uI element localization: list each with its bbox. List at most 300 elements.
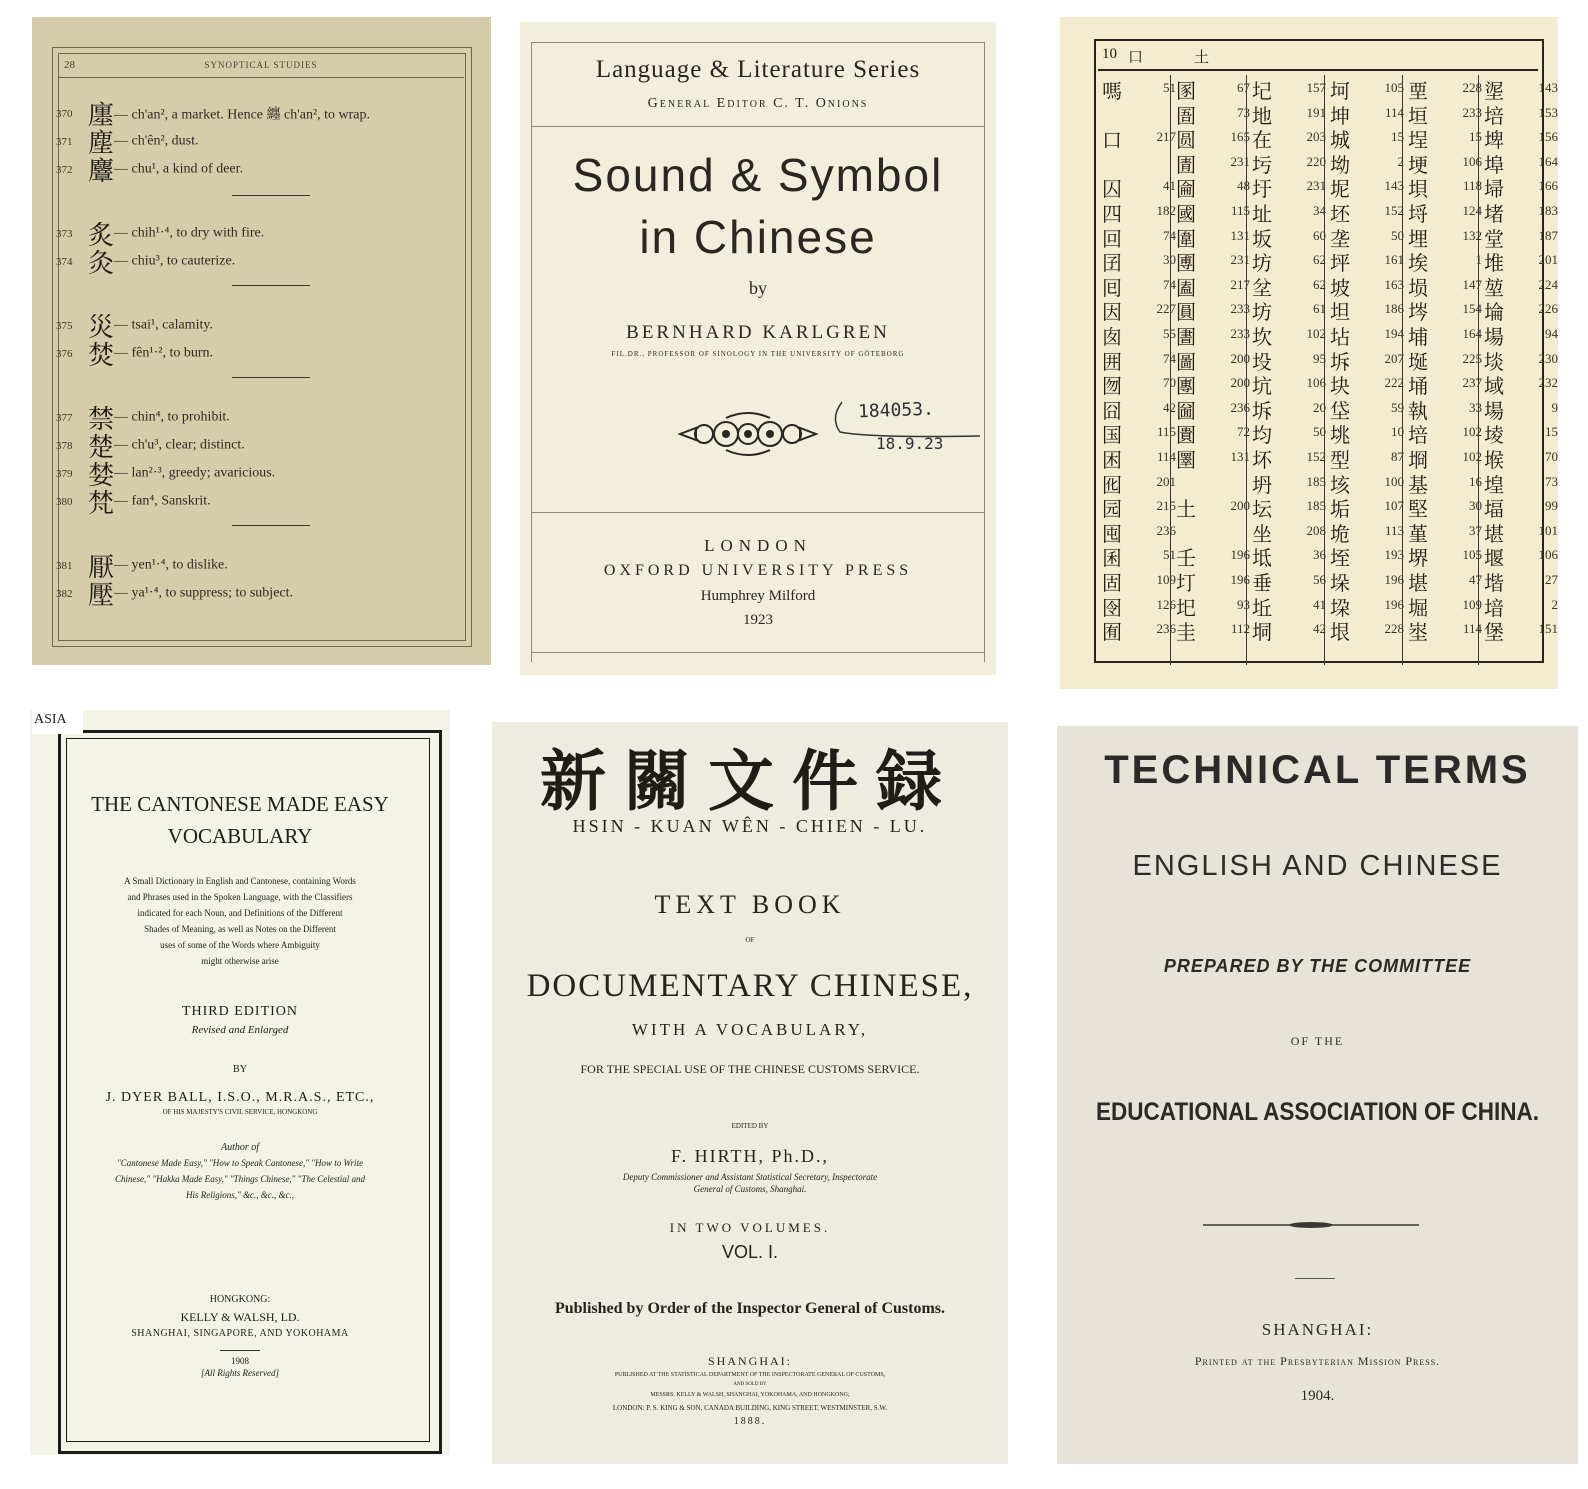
entry-370 [56, 95, 371, 131]
index-page-ref: 16 [1469, 473, 1482, 489]
index-character: 囘 [1102, 275, 1122, 300]
index-character: 回 [1102, 226, 1122, 251]
index-page-ref: 236 [1156, 621, 1176, 637]
index-character: 坻 [1252, 546, 1272, 571]
place: SHANGHAI: [1261, 1320, 1374, 1339]
index-page-ref: 232 [1538, 375, 1558, 391]
entry-character: 禁 [88, 405, 115, 435]
rule-2 [531, 126, 985, 127]
index-character: 堇 [1408, 521, 1428, 546]
index-page-ref: 109 [1462, 596, 1482, 612]
index-page-ref: 37 [1469, 522, 1482, 538]
index-entry [1328, 346, 1406, 374]
index-entry [1250, 223, 1328, 251]
index-page-ref: 154 [1462, 301, 1482, 317]
index-page-ref: 95 [1313, 350, 1326, 366]
index-entry [1482, 173, 1558, 202]
published-by-order: Published by Order of the Inspector General of Customs. [554, 1300, 946, 1317]
index-entry [1250, 75, 1328, 103]
index-character: 埒 [1408, 202, 1428, 226]
index-page-ref: 99 [1545, 498, 1558, 514]
index-character: 垣 [1408, 103, 1428, 128]
index-entry [1406, 100, 1484, 128]
index-entry [1250, 493, 1328, 522]
index-entry [1406, 223, 1484, 251]
documentary-chinese-title-page [492, 722, 1008, 1464]
index-character: 培 [1484, 103, 1504, 128]
index-character: 埃 [1408, 251, 1428, 276]
index-entry [1482, 616, 1558, 645]
index-character: 壬 [1176, 546, 1196, 571]
index-character: 坐 [1252, 521, 1272, 546]
index-page-number: 10 [1102, 46, 1117, 62]
index-entry [1100, 518, 1178, 546]
index-entry [1174, 124, 1252, 153]
index-entry [1250, 395, 1328, 423]
index-entry [1174, 346, 1252, 374]
year: 1923 [743, 612, 773, 628]
index-character: 坂 [1252, 226, 1272, 251]
index-character: 坦 [1330, 300, 1350, 325]
column-divider [1478, 75, 1479, 665]
short-rule [220, 1350, 260, 1351]
index-page-ref: 101 [1538, 522, 1558, 538]
index-entry [1406, 419, 1484, 448]
entry-gloss: — ch'u³, clear; distinct. [114, 437, 245, 453]
index-character: 埮 [1484, 349, 1504, 374]
place: HONGKONG: [209, 1294, 271, 1305]
index-page-ref: 165 [1230, 129, 1250, 145]
index-entry [1250, 567, 1328, 595]
entry-character: 婪 [88, 461, 115, 491]
index-entry [1100, 419, 1178, 448]
short-rule [1295, 1278, 1335, 1279]
description-line: and Phrases used in the Spoken Language, with the Classifiers [127, 892, 353, 902]
index-page-ref: 233 [1230, 326, 1250, 341]
entry-382 [56, 575, 294, 611]
edition: THIRD EDITION [181, 1004, 299, 1019]
index-page-ref: 236 [1156, 522, 1176, 538]
index-character: 圄 [1176, 103, 1196, 128]
index-character: 垓 [1330, 472, 1350, 497]
index-page-ref: 30 [1163, 252, 1176, 268]
index-character: 坏 [1252, 448, 1272, 472]
index-character: 坫 [1330, 325, 1350, 349]
index-page-ref: 233 [1230, 301, 1250, 317]
index-entry [1174, 272, 1252, 300]
index-page-ref: 185 [1306, 473, 1326, 489]
imprint-line1: PUBLISHED AT THE STATISTICAL DEPARTMENT OF THE INSPECTORATE GENERAL OF CUSTOMS, [614, 1372, 886, 1378]
index-character: 埂 [1408, 152, 1428, 177]
entry-character: 焚 [88, 341, 115, 371]
karlgren-title-page [520, 22, 996, 675]
index-character: 埊 [1408, 620, 1428, 645]
index-character: 坛 [1252, 497, 1272, 522]
imprint-line4: LONDON: P. S. KING & SON, CANADA BUILDING, KING STREET, WESTMINSTER, S.W. [612, 1404, 888, 1412]
entry-character: 厭 [88, 553, 115, 583]
index-entry [1482, 419, 1558, 448]
index-character: 圯 [1176, 595, 1196, 620]
index-page-ref: 42 [1313, 621, 1326, 637]
index-entry [1406, 395, 1484, 423]
index-page-ref: 60 [1313, 227, 1326, 243]
index-page-ref: 194 [1384, 326, 1404, 341]
index-page-ref: 224 [1538, 276, 1558, 292]
entry-377 [56, 399, 230, 435]
index-entry [1406, 272, 1484, 300]
index-character: 堛 [1484, 497, 1504, 522]
index-page-ref: 27 [1545, 572, 1558, 587]
index-page-ref: 164 [1538, 153, 1558, 169]
index-character: 堵 [1484, 202, 1504, 226]
index-character: 囿 [1102, 620, 1122, 645]
publisher: OXFORD UNIVERSITY PRESS [603, 562, 913, 579]
index-entry [1174, 75, 1252, 103]
index-entry [1100, 173, 1178, 202]
index-page-ref: 208 [1306, 522, 1326, 538]
index-character: 四 [1102, 202, 1122, 226]
index-entry [1174, 518, 1252, 542]
index-page-ref: 152 [1306, 449, 1326, 464]
index-entry [1406, 592, 1484, 620]
index-page-ref: 114 [1156, 449, 1176, 464]
index-character: 垗 [1330, 423, 1350, 448]
index-entry [1328, 223, 1406, 251]
index-entry [1174, 592, 1252, 620]
index-entry [1250, 173, 1328, 202]
index-character: 域 [1484, 374, 1504, 399]
index-entry [1482, 469, 1558, 497]
index-character: 垝 [1330, 521, 1350, 546]
index-character: 場 [1484, 325, 1504, 349]
index-entry [1100, 75, 1178, 103]
general-editor: General Editor C. T. Onions [647, 96, 869, 111]
description-line: A Small Dictionary in English and Cantonese, containing Words [124, 876, 356, 886]
index-character: 團 [1176, 374, 1196, 399]
index-entry [1406, 75, 1484, 103]
index-character: 圊 [1176, 152, 1196, 177]
index-character: 堪 [1408, 571, 1428, 595]
index-character: 堠 [1484, 448, 1504, 472]
index-character: 埁 [1408, 300, 1428, 325]
romanization: HSIN - KUAN WÊN - CHIEN - LU. [572, 816, 928, 836]
index-page-ref: 187 [1538, 227, 1558, 243]
year: 1904. [1300, 1388, 1335, 1404]
index-page-ref: 106 [1462, 153, 1482, 169]
index-entry [1482, 592, 1558, 620]
entry-character: 塵 [88, 129, 115, 159]
special-use: FOR THE SPECIAL USE OF THE CHINESE CUSTOMS SERVICE. [580, 1062, 920, 1076]
index-character: 囱 [1102, 325, 1122, 349]
title-line1: THE CANTONESE MADE EASY [91, 792, 389, 816]
index-entry [1250, 296, 1328, 325]
entry-character: 炙 [88, 221, 115, 251]
index-page-ref: 207 [1384, 350, 1404, 366]
index-page-ref: 93 [1237, 596, 1250, 612]
index-page-ref: 51 [1163, 547, 1176, 563]
index-entry [1406, 173, 1484, 202]
index-character: 圢 [1176, 571, 1196, 595]
index-page-ref: 225 [1462, 350, 1482, 366]
index-entry [1250, 616, 1328, 645]
entry-number: 372 [56, 164, 73, 177]
index-character: 圔 [1176, 275, 1196, 300]
index-entry [1250, 444, 1328, 472]
index-entry [1250, 100, 1328, 128]
editor: F. HIRTH, Ph.D., [671, 1146, 829, 1166]
entry-gloss: — fan⁴, Sanskrit. [114, 493, 211, 509]
index-character: 垈 [1330, 398, 1350, 423]
index-page-ref: 152 [1384, 203, 1404, 218]
group-separator [232, 195, 310, 196]
index-page-ref: 106 [1538, 547, 1558, 563]
index-character: 基 [1408, 472, 1428, 497]
index-column [1174, 75, 1252, 665]
index-character: 圬 [1252, 152, 1272, 177]
index-page-ref: 73 [1237, 104, 1250, 120]
index-character: 坄 [1252, 349, 1272, 374]
index-entry [1100, 247, 1178, 276]
index-page-ref: 107 [1384, 498, 1404, 514]
index-entry [1328, 518, 1406, 546]
index-page-ref: 20 [1313, 399, 1326, 415]
index-page-ref: 61 [1313, 301, 1326, 317]
index-entry [1174, 296, 1252, 325]
index-page-ref: 115 [1230, 203, 1250, 218]
index-entry [1174, 567, 1252, 595]
index-entry [1250, 321, 1328, 349]
index-entry [1250, 469, 1328, 497]
index-entry [1250, 542, 1328, 571]
index-page-ref: 105 [1384, 80, 1404, 95]
index-entry [1328, 419, 1406, 448]
of-the: OF THE [1290, 1034, 1345, 1048]
index-character: 堰 [1484, 546, 1504, 571]
index-page-ref: 41 [1163, 178, 1176, 194]
index-entry [1406, 567, 1484, 595]
index-page-ref: 215 [1156, 498, 1176, 514]
place: LONDON [704, 536, 812, 555]
index-page-ref: 9 [1551, 399, 1558, 415]
index-page-ref: 106 [1306, 375, 1326, 391]
entry-372 [56, 151, 244, 187]
index-page-ref: 105 [1462, 547, 1482, 563]
index-character: 圂 [1176, 79, 1196, 103]
index-entry [1100, 124, 1178, 153]
index-character: 坊 [1252, 251, 1272, 276]
index-character: 埤 [1484, 128, 1504, 153]
index-page-ref: 196 [1230, 572, 1250, 587]
entry-380 [56, 483, 211, 519]
index-character: 坑 [1252, 374, 1272, 399]
index-entry [1174, 444, 1252, 472]
entry-character: 麞 [88, 157, 115, 187]
author-of: Author of [220, 1142, 260, 1153]
index-character: 坼 [1330, 349, 1350, 374]
column-divider [1246, 75, 1247, 665]
index-character: 囷 [1102, 546, 1122, 571]
chinese-title: 新關文件録 [540, 743, 960, 820]
index-entry [1482, 321, 1558, 349]
entry-gloss: — chu¹, a kind of deer. [114, 161, 244, 177]
index-character: 均 [1252, 423, 1272, 448]
editor-role2: General of Customs, Shanghai. [693, 1184, 807, 1194]
index-page-ref: 70 [1545, 449, 1558, 464]
index-page-ref: 153 [1538, 104, 1558, 120]
index-page-ref: 217 [1156, 129, 1176, 145]
index-entry [1100, 223, 1178, 251]
index-entry [1328, 395, 1406, 423]
index-character: 坤 [1330, 103, 1350, 128]
index-entry [1100, 444, 1178, 472]
index-character: 垛 [1330, 571, 1350, 595]
index-character: 垂 [1252, 571, 1272, 595]
association: EDUCATIONAL ASSOCIATION OF CHINA. [1096, 1098, 1539, 1126]
entry-character: 梵 [88, 489, 115, 519]
index-page-ref: 228 [1462, 80, 1482, 95]
index-page-ref: 231 [1306, 178, 1326, 194]
entry-375 [56, 307, 213, 343]
index-entry [1100, 100, 1178, 124]
series-name: Language & Literature Series [595, 56, 921, 83]
index-page-ref: 55 [1163, 326, 1176, 341]
index-entry [1174, 395, 1252, 423]
index-column [1328, 75, 1406, 665]
index-character: 埙 [1408, 275, 1428, 300]
index-entry [1250, 346, 1328, 374]
entry-number: 380 [56, 496, 73, 509]
index-page-ref: 48 [1237, 178, 1250, 194]
index-page-ref: 56 [1313, 572, 1326, 587]
index-entry [1174, 149, 1252, 177]
entry-gloss: — chih¹·⁴, to dry with fire. [114, 225, 265, 241]
index-character: 圓 [1176, 300, 1196, 325]
index-entry [1482, 272, 1558, 300]
index-page-ref: 1 [1475, 252, 1482, 268]
rights: [All Rights Reserved] [201, 1368, 279, 1378]
entry-373 [56, 215, 265, 251]
index-page-ref: 183 [1538, 203, 1558, 218]
index-character: 囫 [1102, 374, 1122, 399]
index-character: 場 [1484, 398, 1504, 423]
index-column [1250, 75, 1328, 665]
index-page-ref: 50 [1313, 424, 1326, 440]
index-page-ref: 237 [1462, 375, 1482, 391]
index-page-ref: 33 [1469, 399, 1482, 415]
index-page-ref: 114 [1384, 104, 1404, 120]
index-character: 嗎 [1102, 79, 1122, 103]
index-character: 垻 [1408, 177, 1428, 202]
index-entry [1406, 321, 1484, 349]
index-page-ref: 15 [1391, 129, 1404, 145]
index-page-ref: 220 [1306, 153, 1326, 169]
index-entry [1406, 198, 1484, 226]
imprint: Humphrey Milford [700, 588, 816, 604]
index-entry [1174, 173, 1252, 202]
index-entry [1174, 247, 1252, 276]
entry-number: 370 [56, 108, 73, 121]
index-page-ref: 191 [1306, 104, 1326, 120]
index-character: 囲 [1102, 349, 1122, 374]
index-radical-earth: 土 [1194, 48, 1210, 66]
index-page-ref: 112 [1230, 621, 1250, 637]
index-character: 囮 [1102, 472, 1122, 497]
index-character: 圭 [1176, 620, 1196, 645]
index-page-ref: 118 [1462, 178, 1482, 194]
index-character: 堂 [1484, 226, 1504, 251]
index-page-ref: 200 [1230, 350, 1250, 366]
index-character: 埋 [1408, 226, 1428, 251]
index-page-ref: 124 [1462, 203, 1482, 218]
index-entry [1250, 370, 1328, 399]
index-page-ref: 10 [1391, 424, 1404, 440]
index-entry [1328, 444, 1406, 472]
entry-379 [56, 455, 276, 491]
index-entry [1100, 321, 1178, 349]
index-character: 圆 [1176, 128, 1196, 153]
description-line: might otherwise arise [201, 956, 279, 966]
index-entry [1100, 296, 1178, 325]
index-entry [1100, 272, 1178, 300]
index-character: 垌 [1252, 620, 1272, 645]
entry-number: 378 [56, 440, 73, 453]
index-page-ref: 131 [1230, 227, 1250, 243]
index-entry [1482, 100, 1558, 128]
index-entry [1250, 419, 1328, 448]
entry-gloss: — chiu³, to cauterize. [114, 253, 236, 269]
index-header [1098, 43, 1538, 71]
entry-character: 災 [88, 313, 115, 343]
publisher-cities: SHANGHAI, SINGAPORE, AND YOKOHAMA [131, 1328, 349, 1339]
index-entry [1406, 542, 1484, 571]
index-entry [1174, 370, 1252, 399]
index-character: 坼 [1252, 398, 1272, 423]
index-entry [1250, 149, 1328, 177]
entry-character: 灸 [88, 249, 115, 279]
index-character: 垜 [1330, 595, 1350, 620]
index-entry [1406, 616, 1484, 645]
index-entry [1174, 616, 1252, 645]
title-line2: VOCABULARY [167, 824, 313, 848]
index-character: 垠 [1330, 620, 1350, 645]
index-entry [1482, 149, 1558, 177]
index-entry [1406, 346, 1484, 374]
index-character: 堅 [1408, 497, 1428, 522]
imprint-line3: MESSRS. KELLY & WALSH, SHANGHAI, YOKOHAMA, AND HONGKONG; [650, 1392, 850, 1398]
index-entry [1328, 493, 1406, 522]
index-page-ref: 2 [1551, 596, 1558, 612]
rule-3 [531, 512, 985, 513]
index-page-ref: 203 [1306, 129, 1326, 145]
description-line: uses of some of the Words where Ambiguity [160, 940, 320, 950]
entry-381 [56, 547, 228, 583]
index-entry [1406, 296, 1484, 325]
corner-label: ASIA [32, 710, 83, 734]
column-divider [1402, 75, 1403, 665]
index-character: 埇 [1408, 374, 1428, 399]
index-entry [1100, 346, 1178, 374]
index-page-ref: 201 [1156, 473, 1176, 489]
index-character: 型 [1330, 448, 1350, 472]
index-character: 坍 [1252, 472, 1272, 497]
index-page-ref: 126 [1156, 596, 1176, 612]
index-character: 堭 [1484, 472, 1504, 497]
entry-gloss: — ya¹·⁴, to suppress; to subject. [114, 585, 294, 601]
index-character: 埠 [1484, 152, 1504, 177]
index-page-ref: 185 [1306, 498, 1326, 514]
index-character: 坯 [1330, 202, 1350, 226]
index-page-ref: 15 [1545, 424, 1558, 440]
